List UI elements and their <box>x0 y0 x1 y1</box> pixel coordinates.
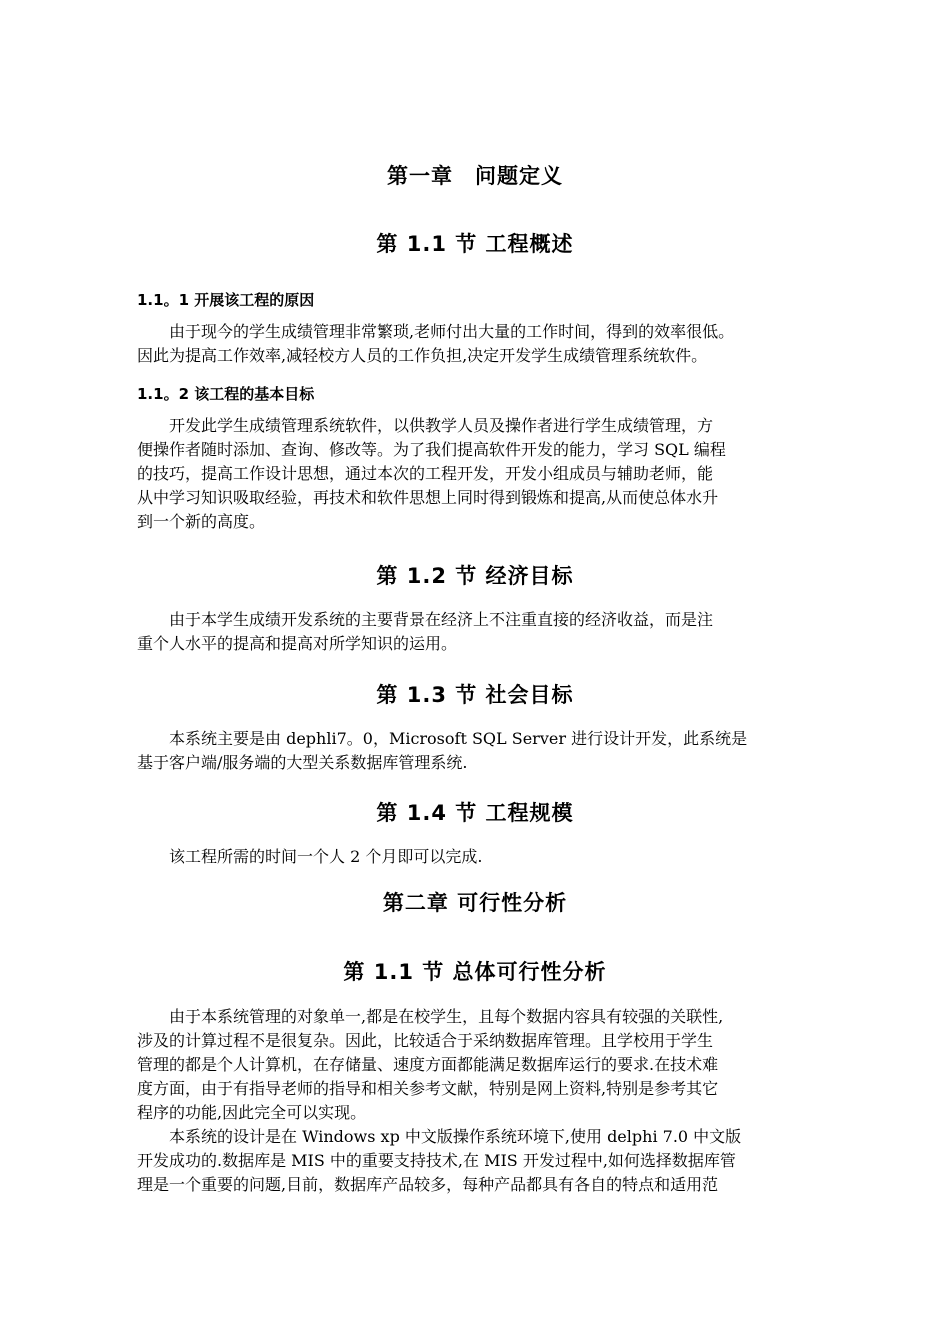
paragraph-social <box>137 727 837 775</box>
text-line: 理是一个重要的问题,目前，数据库产品较多，每种产品都具有各自的特点和适用范 <box>137 1175 719 1194</box>
text-line: 该工程所需的时间一个人 2 个月即可以完成. <box>137 847 483 866</box>
text-line: 由于本学生成绩开发系统的主要背景在经济上不注重直接的经济收益，而是注 <box>137 610 714 629</box>
section-2-1-title: 第 1.1 节 总体可行性分析 <box>343 960 607 984</box>
text-line: 本系统的设计是在 Windows xp 中文版操作系统环境下,使用 delphi 7.0 中文版 <box>137 1127 742 1146</box>
paragraph-reason <box>137 320 837 368</box>
text-line: 基于客户端/服务端的大型关系数据库管理系统. <box>137 753 468 772</box>
text-line: 因此为提高工作效率,减轻校方人员的工作负担,决定开发学生成绩管理系统软件。 <box>137 346 708 365</box>
text-line: 度方面，由于有指导老师的指导和相关参考文献，特别是网上资料,特别是参考其它 <box>137 1079 719 1098</box>
text-line: 由于现今的学生成绩管理非常繁琐,老师付出大量的工作时间，得到的效率很低。 <box>137 322 735 341</box>
paragraph-scale <box>137 845 837 869</box>
chapter-2-title: 第二章 可行性分析 <box>382 891 568 915</box>
paragraph-feasibility <box>137 1005 837 1197</box>
section-1-2-title: 第 1.2 节 经济目标 <box>376 564 574 588</box>
text-line: 开发此学生成绩管理系统软件，以供教学人员及操作者进行学生成绩管理，方 <box>137 416 714 435</box>
text-line: 到一个新的高度。 <box>137 512 266 531</box>
text-line: 本系统主要是由 dephli7。0，Microsoft SQL Server 进行设计开发，此系统是 <box>137 729 748 748</box>
section-1-1-title: 第 1.1 节 工程概述 <box>376 232 574 256</box>
text-line: 程序的功能,因此完全可以实现。 <box>137 1103 367 1122</box>
text-line: 重个人水平的提高和提高对所学知识的运用。 <box>137 634 458 653</box>
paragraph-economic <box>137 608 837 656</box>
paragraph-goals <box>137 414 837 534</box>
subsection-1-1-1-title: 1.1。1 开展该工程的原因 <box>137 291 315 309</box>
chapter-1-title: 第一章 问题定义 <box>387 164 563 188</box>
text-line: 便操作者随时添加、查询、修改等。为了我们提高软件开发的能力，学习 SQL 编程 <box>137 440 726 459</box>
text-line: 的技巧，提高工作设计思想，通过本次的工程开发，开发小组成员与辅助老师，能 <box>137 464 714 483</box>
text-line: 由于本系统管理的对象单一,都是在校学生，且每个数据内容具有较强的关联性, <box>137 1007 724 1026</box>
text-line: 管理的都是个人计算机，在存储量、速度方面都能满足数据库运行的要求.在技术难 <box>137 1055 719 1074</box>
subsection-1-1-2-title: 1.1。2 该工程的基本目标 <box>137 385 315 403</box>
section-1-4-title: 第 1.4 节 工程规模 <box>376 801 574 825</box>
text-line: 涉及的计算过程不是很复杂。因此，比较适合于采纳数据库管理。且学校用于学生 <box>137 1031 714 1050</box>
text-line: 从中学习知识吸取经验，再技术和软件思想上同时得到锻炼和提高,从而使总体水升 <box>137 488 719 507</box>
section-1-3-title: 第 1.3 节 社会目标 <box>376 683 574 707</box>
text-line: 开发成功的.数据库是 MIS 中的重要支持技术,在 MIS 开发过程中,如何选择数据库管 <box>137 1151 736 1170</box>
